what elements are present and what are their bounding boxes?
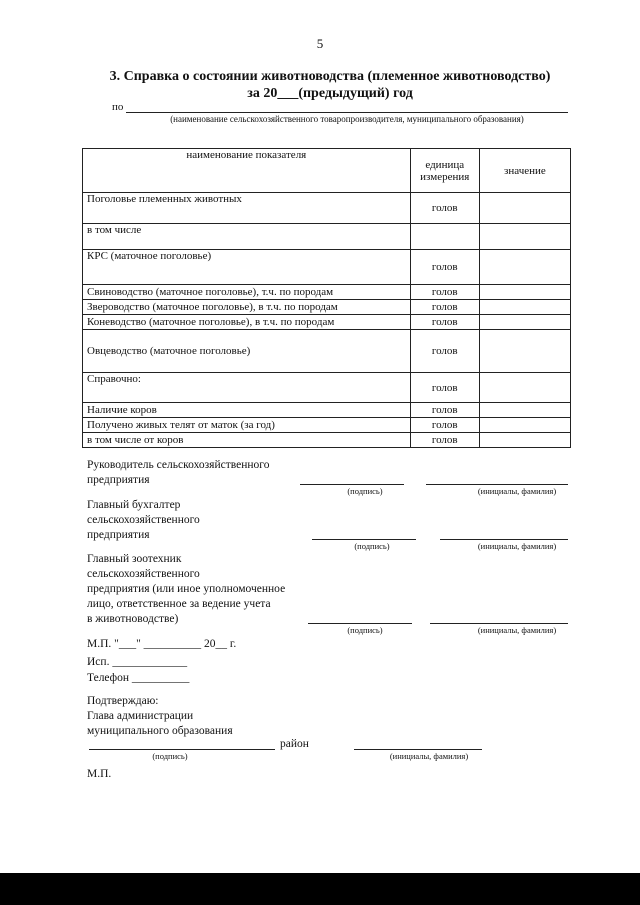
row-name: Справочно: [83, 373, 411, 403]
table-row [83, 285, 571, 300]
accountant-title-line3: предприятия [87, 529, 150, 541]
head-title-line1: Руководитель сельскохозяйственного [87, 459, 270, 471]
po-fill-line [126, 112, 568, 113]
row-value [479, 285, 570, 300]
scan-bottom-edge [0, 873, 640, 905]
accountant-title-line2: сельскохозяйственного [87, 514, 200, 526]
row-unit: голов [410, 300, 479, 315]
row-unit: голов [410, 373, 479, 403]
row-unit [410, 224, 479, 250]
row-value [479, 315, 570, 330]
row-name: Свиноводство (маточное поголовье), т.ч. по породам [83, 285, 411, 300]
po-caption: (наименование сельскохозяйственного товаропроизводителя, муниципального образования) [170, 114, 524, 124]
confirm-label: Подтверждаю: [87, 695, 159, 707]
zoo-title-line2: сельскохозяйственного [87, 568, 200, 580]
isp: Исп. _____________ [87, 656, 188, 668]
row-value [479, 224, 570, 250]
row-unit: голов [410, 418, 479, 433]
accountant-sign-line [312, 539, 416, 540]
zoo-title-line4: лицо, ответственное за ведение учета [87, 598, 271, 610]
table-row [83, 373, 571, 403]
head-title-line2: предприятия [87, 474, 150, 486]
accountant-initials-line [440, 539, 568, 540]
zoo-sign-line [308, 623, 412, 624]
row-value [479, 330, 570, 373]
po-label: по [112, 101, 124, 113]
row-name: Коневодство (маточное поголовье), в т.ч. по породам [83, 315, 411, 330]
zoo-initials-caption: (инициалы, фамилия) [477, 625, 557, 635]
head-sign-line [300, 484, 404, 485]
head-sign-caption: (подпись) [347, 486, 383, 496]
admin-initials-line [354, 749, 482, 750]
row-unit: голов [410, 193, 479, 224]
page-number: 5 [316, 36, 324, 51]
phone: Телефон __________ [87, 672, 190, 684]
admin-sign-line [89, 749, 275, 750]
zoo-sign-caption: (подпись) [347, 625, 383, 635]
header-value: значение [479, 149, 570, 193]
row-name: в том числе от коров [83, 433, 411, 448]
table-row [83, 250, 571, 285]
admin-initials-caption: (инициалы, фамилия) [389, 751, 469, 761]
mp-date: М.П. "___" __________ 20__ г. [87, 638, 237, 650]
table-row [83, 224, 571, 250]
accountant-title-line1: Главный бухгалтер [87, 499, 181, 511]
row-value [479, 373, 570, 403]
head-admin-line2: муниципального образования [87, 725, 233, 737]
row-name: Овцеводство (маточное поголовье) [83, 330, 411, 373]
row-name: Получено живых телят от маток (за год) [83, 418, 411, 433]
header-unit: единица измерения [410, 149, 479, 193]
document-title-line2: за 20___(предыдущий) год [247, 86, 413, 101]
table-row [83, 193, 571, 224]
table-row [83, 300, 571, 315]
row-value [479, 250, 570, 285]
row-unit: голов [410, 315, 479, 330]
accountant-sign-caption: (подпись) [354, 541, 390, 551]
row-value [479, 193, 570, 224]
accountant-initials-caption: (инициалы, фамилия) [477, 541, 557, 551]
rayon-label: район [280, 738, 309, 750]
table-row [83, 418, 571, 433]
table-row [83, 433, 571, 448]
row-value [479, 418, 570, 433]
head-initials-line [426, 484, 568, 485]
header-name: наименование показателя [83, 149, 411, 193]
table-row [83, 315, 571, 330]
row-unit: голов [410, 285, 479, 300]
row-value [479, 300, 570, 315]
row-name: Наличие коров [83, 403, 411, 418]
row-name: в том числе [83, 224, 411, 250]
table-header-row [83, 149, 571, 193]
admin-sign-caption: (подпись) [152, 751, 188, 761]
row-unit: голов [410, 433, 479, 448]
zoo-initials-line [430, 623, 568, 624]
document-title-line1: 3. Справка о состоянии животноводства (племенное животноводство) [109, 69, 551, 84]
row-unit: голов [410, 403, 479, 418]
head-admin-line1: Глава администрации [87, 710, 194, 722]
row-name: КРС (маточное поголовье) [83, 250, 411, 285]
row-unit: голов [410, 330, 479, 373]
row-value [479, 433, 570, 448]
row-name: Звероводство (маточное поголовье), в т.ч. по породам [83, 300, 411, 315]
zoo-title-line1: Главный зоотехник [87, 553, 182, 565]
mp-label: М.П. [87, 768, 112, 780]
head-initials-caption: (инициалы, фамилия) [477, 486, 557, 496]
row-unit: голов [410, 250, 479, 285]
table-row [83, 330, 571, 373]
table-row [83, 403, 571, 418]
livestock-table [82, 148, 571, 448]
zoo-title-line3: предприятия (или иное уполномоченное [87, 583, 286, 595]
row-name: Поголовье племенных животных [83, 193, 411, 224]
row-value [479, 403, 570, 418]
zoo-title-line5: в животноводстве) [87, 613, 179, 625]
